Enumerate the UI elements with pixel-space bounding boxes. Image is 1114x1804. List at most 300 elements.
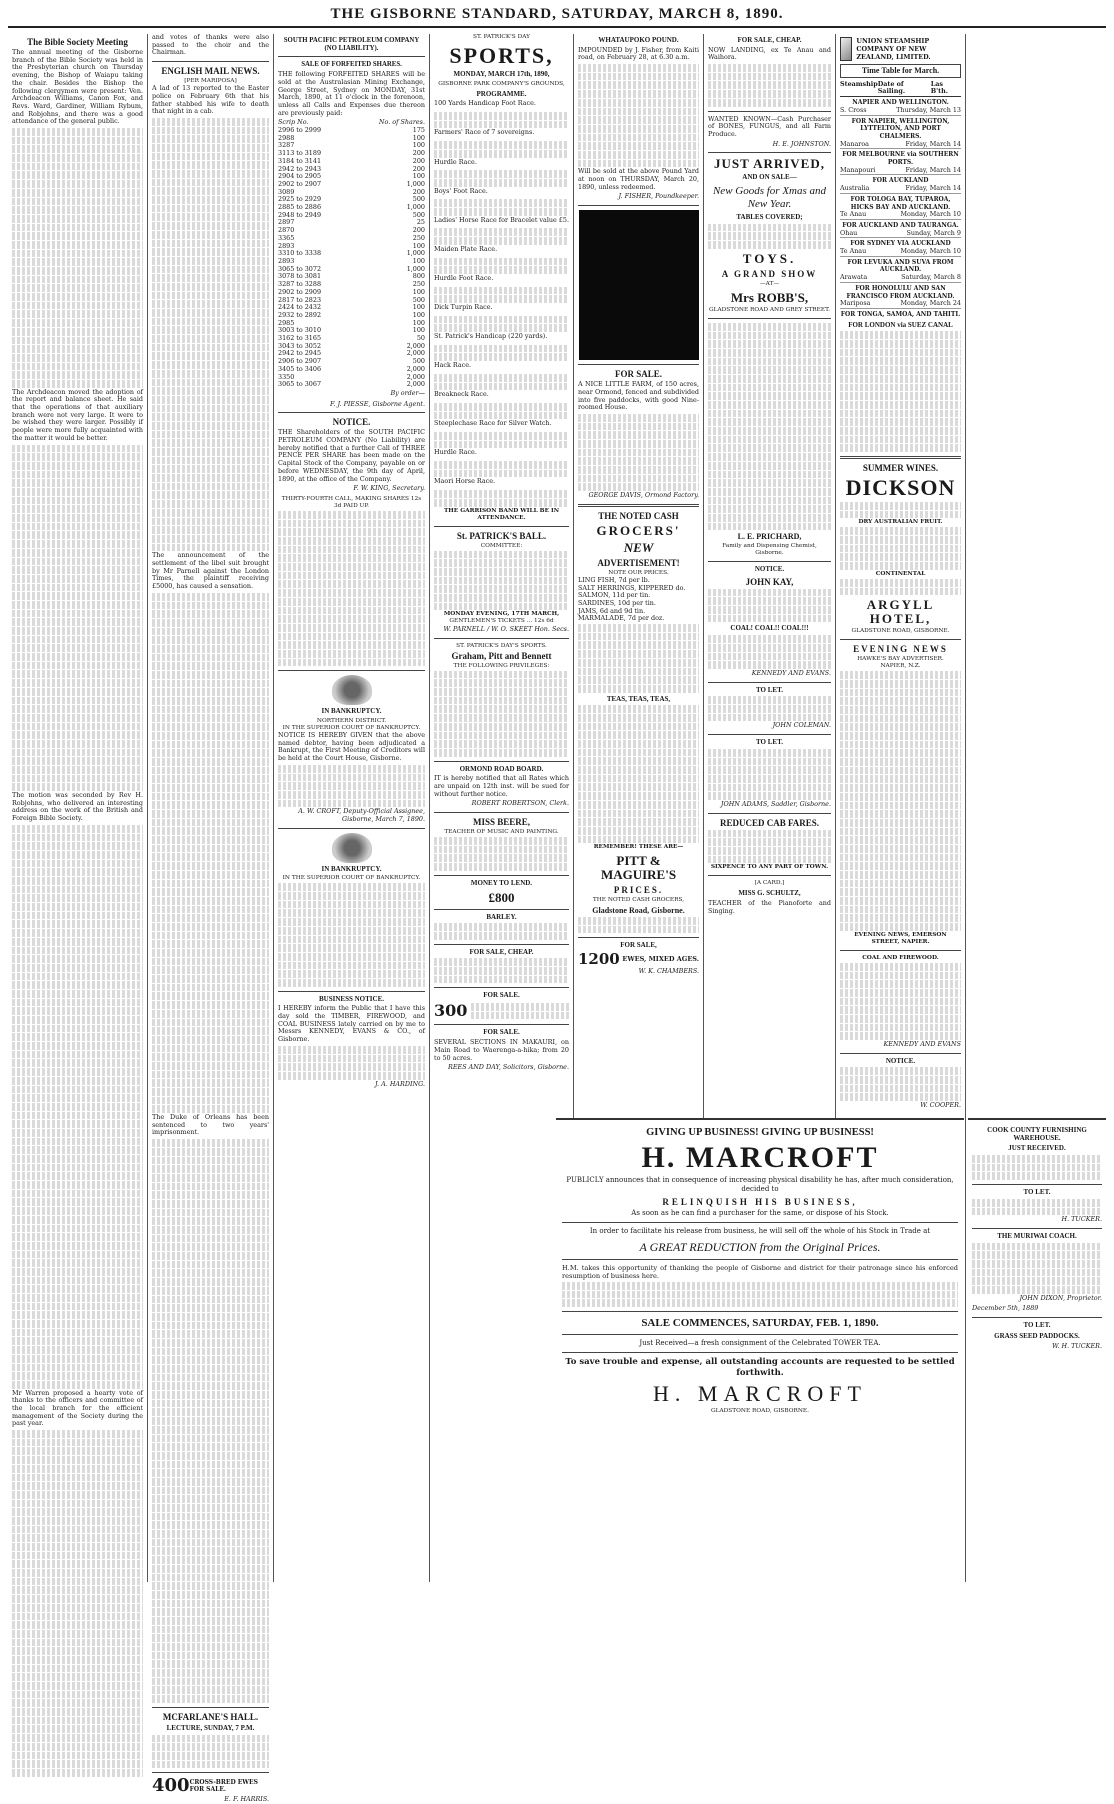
noted-cash: THE NOTED CASH xyxy=(598,510,679,521)
event-detail-line xyxy=(434,403,569,411)
tolet-8b: TO LET. xyxy=(1023,1321,1051,1330)
share-count: 100 xyxy=(412,310,425,319)
rees-sig: REES AND DAY, Solicitors, Gisborne. xyxy=(448,1063,569,1072)
share-scrip: 2902 to 2907 xyxy=(278,179,322,188)
miss-beere: MISS BEERE, xyxy=(472,817,531,828)
ball-when: MONDAY EVENING, 17TH MARCH, xyxy=(443,611,560,618)
share-count: 1,000 xyxy=(406,249,425,258)
at-line: —AT— xyxy=(759,280,780,287)
share-count: 2,000 xyxy=(406,372,425,381)
th-steamship: Steamship xyxy=(840,79,878,88)
muriwai-coach: THE MURIWAI COACH. xyxy=(997,1231,1077,1240)
kay-name: JOHN KAY, xyxy=(745,576,794,587)
share-count: 500 xyxy=(412,195,425,204)
route-title: FOR SYDNEY VIA AUCKLAND xyxy=(850,240,951,248)
share-scrip: 3287 xyxy=(278,141,295,150)
event-item: Maori Horse Race. xyxy=(434,477,496,486)
poundkeeper: J. FISHER, Poundkeeper. xyxy=(618,192,699,201)
ship-date: Saturday, March 8 xyxy=(901,273,961,282)
ship-date: Friday, March 14 xyxy=(905,139,961,148)
column-1 xyxy=(8,34,148,1582)
route-title: FOR HONOLULU AND SAN FRANCISCO FROM AUCKLAND. xyxy=(846,284,955,300)
bankruptcy-2-court: IN THE SUPERIOR COURT OF BANKRUPTCY. xyxy=(282,875,421,882)
share-row xyxy=(278,312,425,320)
share-scrip: 3184 to 3141 xyxy=(278,156,322,165)
column-8-content xyxy=(968,1118,1106,1582)
new-title: NEW xyxy=(623,539,654,555)
tolet-8: TO LET. xyxy=(1023,1188,1051,1197)
prichard-sub: Family and Dispensing Chemist, Gisborne. xyxy=(722,543,817,557)
ewes-qty: 1200 xyxy=(578,950,620,969)
event-detail-line xyxy=(434,179,569,187)
share-scrip: 2904 to 2905 xyxy=(278,172,322,181)
toys-title: TOYS. xyxy=(742,250,797,266)
tolet2-title: TO LET. xyxy=(756,738,783,747)
harding-sig: J. A. HARDING. xyxy=(375,1079,425,1088)
mail-p1: A lad of 13 reported to the Easter police on February 6th that his father stabbed his wife to death that night in a cab. xyxy=(152,84,269,116)
share-count: 25 xyxy=(416,218,425,227)
giving-p3: In order to facilitate his release from business, he will sell off the whole of his Stock in Trade at xyxy=(589,1227,931,1235)
marcroft-addr: GLADSTONE ROAD, GISBORNE. xyxy=(710,1408,809,1415)
tucker-sig: H. TUCKER. xyxy=(1061,1215,1102,1224)
route-title: FOR AUCKLAND xyxy=(872,177,929,185)
pitt-prices: PRICES. xyxy=(613,885,664,896)
event-detail-line xyxy=(434,237,569,245)
pound-p2: Will be sold at the above Pound Yard at noon on THURSDAY, March 20, 1890, unless redeemed. xyxy=(578,167,699,191)
ewes-ad xyxy=(578,952,699,967)
farm-forsale-title: FOR SALE. xyxy=(614,369,662,380)
giving-p4: H.M. takes this opportunity of thanking the people of Gisborne and district for their patronage since his enforced resumption of business here. xyxy=(562,1264,958,1280)
grass-seed: GRASS SEED PADDOCKS. xyxy=(994,1331,1080,1340)
ship-row xyxy=(840,185,961,194)
th-last: Las B'th. xyxy=(930,79,948,96)
great-reduction: A GREAT REDUCTION from the Original Prices. xyxy=(639,1240,881,1254)
share-scrip: 3065 to 3072 xyxy=(278,264,322,273)
share-count: 2,000 xyxy=(406,364,425,373)
pound-p1: IMPOUNDED by J. Fisher, from Kaiti road, on February 28, at 6.30 a.m. xyxy=(578,45,699,62)
price-item: MARMALADE, 7d per doz. xyxy=(578,614,665,623)
masthead-rule xyxy=(8,26,1106,28)
share-scrip: 3078 to 3081 xyxy=(278,272,322,281)
union-title: UNION STEAMSHIP COMPANY OF NEW ZEALAND, LIMITED. xyxy=(856,37,931,61)
bible-p3: The motion was seconded by Rev H. Robjohns, who delivered an interesting address on the work of the British and Foreign Bible Society. xyxy=(12,791,143,823)
event-detail-line xyxy=(434,499,569,507)
suez-title: FOR LONDON via SUEZ CANAL xyxy=(848,320,953,329)
ship-row xyxy=(840,141,961,150)
price-list xyxy=(578,577,699,623)
event-detail-line xyxy=(434,141,569,149)
forsale-2-title: FOR SALE. xyxy=(483,991,520,1000)
kennedy-evans-2: KENNEDY AND EVANS xyxy=(883,1040,961,1049)
event-detail-line xyxy=(434,228,569,236)
gladstone-addr: Gladstone Road, Gisborne. xyxy=(592,906,685,916)
share-scrip: 3310 to 3338 xyxy=(278,249,322,258)
share-scrip: 3003 to 3010 xyxy=(278,326,322,335)
grocers-title: GROCERS' xyxy=(596,522,681,538)
cheap-title: FOR SALE, CHEAP. xyxy=(737,36,802,44)
share-scrip: 2988 xyxy=(278,133,295,142)
coleman-sig: JOHN COLEMAN. xyxy=(772,721,831,730)
ship-name: Australia xyxy=(840,184,870,193)
event-detail-line xyxy=(434,287,569,295)
ship-name: Arawata xyxy=(840,273,868,282)
share-count: 100 xyxy=(412,287,425,296)
bankruptcy-1-court: IN THE SUPERIOR COURT OF BANKRUPTCY. xyxy=(282,725,421,732)
ship-row xyxy=(840,211,961,220)
tickets-line: GENTLEMEN'S TICKETS ... 12s 6d xyxy=(449,618,554,625)
royal-crest-icon-2 xyxy=(332,833,372,863)
votes-p: and votes of thanks were also passed to the choir and the Chairman. xyxy=(152,33,269,57)
share-count: 100 xyxy=(412,141,425,150)
marcroft-name-2: H. MARCROFT xyxy=(653,1381,867,1407)
timetable-header xyxy=(840,81,961,97)
ship-name: Ohau xyxy=(840,228,858,237)
just-arrived: JUST ARRIVED, xyxy=(713,156,825,172)
event-detail-line xyxy=(434,324,569,332)
relinquish-line: RELINQUISH HIS BUSINESS, xyxy=(662,1197,858,1207)
davis-sig: GEORGE DAVIS, Ormond Factory. xyxy=(588,491,699,500)
on-sale: AND ON SALE— xyxy=(742,173,797,182)
forsale-cheap-title: FOR SALE, CHEAP. xyxy=(469,947,534,956)
teas-title: TEAS, TEAS, TEAS, xyxy=(606,694,671,703)
forfeited-p: THE following FORFEITED SHARES will be sold at the Australasian Mining Exchange, George Street, Sydney on MONDAY, 31st March, 1890, at 11 o'clock in the forenoon, unless all Calls and Expenses due thereon are previously paid: xyxy=(278,70,425,117)
scrip-header: Scrip No. xyxy=(278,118,309,127)
share-scrip: 3287 to 3288 xyxy=(278,280,322,289)
ewes-text: EWES, MIXED AGES. xyxy=(622,954,699,963)
share-scrip: 2942 to 2943 xyxy=(278,164,322,173)
prichard-name: L. E. PRICHARD, xyxy=(737,532,802,542)
cheap-p: NOW LANDING, ex Te Anau and Waihora. xyxy=(708,45,831,62)
share-count: 500 xyxy=(412,357,425,366)
tables-covered: TABLES COVERED; xyxy=(736,213,803,222)
route-title: FOR AUCKLAND AND TAURANGA. xyxy=(842,221,959,229)
event-detail-line xyxy=(434,383,569,391)
ship-row xyxy=(840,107,961,116)
column-2 xyxy=(148,33,274,1804)
forsale-3-title: FOR SALE. xyxy=(483,1028,520,1037)
share-scrip: 3162 to 3165 xyxy=(278,334,322,343)
farm-forsale-p: A NICE LITTLE FARM, of 150 acres, near Ormond, fenced and subdivided into five paddocks, with good Nine-roomed House. xyxy=(578,380,699,412)
by-order: By order— xyxy=(390,388,425,397)
share-scrip: 3350 xyxy=(278,372,295,381)
programme-title: PROGRAMME. xyxy=(476,89,527,98)
bankruptcy-1-p: NOTICE IS HEREBY GIVEN that the above named debtor, having been adjudicated a Bankrupt, the First Meeting of Creditors will be held at the Court House, Gisborne. xyxy=(278,731,425,763)
share-scrip: 2902 to 2909 xyxy=(278,287,322,296)
marcroft-name: H. MARCROFT xyxy=(641,1141,879,1174)
sheep-300-qty: 300 xyxy=(434,1001,468,1021)
wanted-p: WANTED KNOWN—Cash Purchaser of BONES, FUNGUS, and all Farm Produce. xyxy=(708,114,831,138)
ship-date: Thursday, March 13 xyxy=(896,105,961,114)
event-detail-line xyxy=(434,150,569,158)
share-scrip: 2985 xyxy=(278,318,295,327)
lecture-title: LECTURE, SUNDAY, 7 P.M. xyxy=(166,1723,255,1732)
bible-p1: The annual meeting of the Gisborne branch of the Bible Society was held in the Presbyterian church on Thursday evening, the Bishop of Waiapu taking the chair. Besides the Bishop the following clergymen were present: Ven. Archdeacon Williams, Canon Fox, and Revs. Ward, Gardiner, William Rybum, and Robjohns, and there was a good attendance of the general public. xyxy=(12,48,143,126)
share-row xyxy=(278,219,425,227)
event-item: Hurdle Race. xyxy=(434,448,477,457)
hon-secs: W. PARNELL / W. O. SKEET Hon. Secs. xyxy=(443,625,569,634)
business-notice-title: BUSINESS NOTICE. xyxy=(319,994,384,1003)
johnston-sig: H. E. JOHNSTON. xyxy=(772,139,831,148)
sports-pre: ST. PATRICK'S DAY xyxy=(472,34,531,40)
ormond-title: ORMOND ROAD BOARD. xyxy=(459,764,544,773)
share-scrip: 3065 to 3067 xyxy=(278,380,322,389)
bible-p2: The Archdeacon moved the adoption of the report and balance sheet. He said that the operations of that auxiliary branch were not very large. It were to be wished they were larger. Possibly if people were more fully acquainted with the matter it would be better. xyxy=(12,387,143,442)
ship-date: Monday, March 10 xyxy=(900,210,961,219)
english-mail-title: ENGLISH MAIL NEWS. xyxy=(161,66,260,77)
column-3 xyxy=(274,34,430,1582)
dry-fruit: DRY AUSTRALIAN FRUIT. xyxy=(858,519,943,526)
event-item: Hurdle Race. xyxy=(434,157,477,166)
share-count: 250 xyxy=(412,233,425,242)
bankruptcy-1-district: NORTHERN DISTRICT. xyxy=(316,718,387,725)
giving-p1: PUBLICLY announces that in consequence of increasing physical disability he has, after much consideration, decided to xyxy=(566,1176,954,1193)
sports-when: MONDAY, MARCH 17th, 1890, xyxy=(453,70,550,78)
event-detail-line xyxy=(434,461,569,469)
share-row xyxy=(278,212,425,220)
king-sig: F. W. KING, Secretary. xyxy=(353,484,425,493)
tolet-title: TO LET. xyxy=(756,685,783,694)
piesse-sig: F. J. PIESSE, Gisborne Agent. xyxy=(329,399,425,408)
bankruptcy-2: IN BANKRUPTCY. xyxy=(321,864,382,873)
share-scrip: 2932 to 2892 xyxy=(278,310,322,319)
share-row xyxy=(278,366,425,374)
share-count: 500 xyxy=(412,295,425,304)
share-count: 100 xyxy=(412,256,425,265)
ship-table xyxy=(840,99,961,319)
schultz-name: MISS G. SCHULTZ, xyxy=(738,889,801,898)
ship-name: Mariposa xyxy=(840,299,871,308)
noted-cash-2: THE NOTED CASH GROCERS, xyxy=(592,897,685,904)
share-count: 100 xyxy=(412,241,425,250)
ship-name: Manaroa xyxy=(840,139,869,148)
event-detail-line xyxy=(434,199,569,207)
share-scrip: 3089 xyxy=(278,187,295,196)
gpb-title: Graham, Pitt and Bennett xyxy=(451,651,552,662)
ship-date: Friday, March 14 xyxy=(905,184,961,193)
mail-p2: The announcement of the settlement of the libel suit brought by Mr Parnell against the London Times, the plaintiff receiving £5000, has caused a sensation. xyxy=(152,551,269,591)
share-count: 175 xyxy=(412,126,425,135)
bible-p4: Mr Warren proposed a hearty vote of thanks to the officers and committee of the local branch for the efficient management of the Society during the past year. xyxy=(12,1388,143,1428)
mcfarlane-hall: MCFARLANE'S HALL. xyxy=(162,1711,259,1722)
share-count: 200 xyxy=(412,156,425,165)
event-item: 100 Yards Handicap Foot Race. xyxy=(434,99,536,108)
route-title: FOR TONGA, SAMOA, AND TAHITI. xyxy=(840,310,961,318)
sports-where: GISBORNE PARK COMPANY'S GROUNDS, xyxy=(438,80,565,87)
route-title: FOR LEVUKA AND SUVA FROM AUCKLAND. xyxy=(847,258,954,274)
price-item: LING FISH, 7d per lb. xyxy=(578,575,650,584)
argyll-title: ARGYLL HOTEL, xyxy=(866,597,935,627)
bible-society-title: The Bible Society Meeting xyxy=(27,37,128,47)
summer-wines: SUMMER WINES. xyxy=(862,463,939,474)
share-scrip: 2996 to 2999 xyxy=(278,126,322,135)
event-detail-line xyxy=(434,170,569,178)
sports-title: SPORTS, xyxy=(449,43,554,68)
share-row xyxy=(278,135,425,143)
share-scrip: 2870 xyxy=(278,226,295,235)
column-4 xyxy=(430,34,574,1582)
mail-p3: The Duke of Orleans has been sentenced to two years' imprisonment. xyxy=(152,1113,269,1137)
ship-name: Te Anau xyxy=(840,247,867,256)
ormond-p: IT is hereby notified that all Rates which are unpaid on 12th inst. will be sued for without further notice. xyxy=(434,774,569,798)
route-title: NAPIER AND WELLINGTON. xyxy=(852,99,949,107)
sixpence-line: SIXPENCE TO ANY PART OF TOWN. xyxy=(710,864,829,871)
share-scrip: 3365 xyxy=(278,233,295,242)
ball-title: St. PATRICK'S BALL. xyxy=(456,530,547,541)
several-p: SEVERAL SECTIONS IN MAKAURI, on Main Road to Waerenga-a-hika; from 20 to 50 acres. xyxy=(434,1038,569,1062)
event-item: Farmers' Race of 7 sovereigns. xyxy=(434,128,535,137)
share-scrip: 2948 to 2949 xyxy=(278,210,322,219)
evening-news: EVENING NEWS xyxy=(853,644,948,655)
share-scrip: 3113 to 3189 xyxy=(278,149,322,158)
giving-p2: As soon as he can find a purchaser for the same, or dispose of his Stock. xyxy=(631,1209,889,1217)
share-scrip: 2817 to 2823 xyxy=(278,295,322,304)
route-title: FOR TOLOGA BAY, TUPAROA, HICKS BAY AND AUCKLAND. xyxy=(850,195,951,211)
ship-date: Friday, March 14 xyxy=(905,165,961,174)
petroleum-notice-title: NOTICE. xyxy=(332,417,371,428)
coal-firewood: COAL AND FIREWOOD. xyxy=(862,954,939,961)
share-row xyxy=(278,250,425,258)
ewes-forsale: FOR SALE, xyxy=(620,941,657,950)
event-item: Steeplechase Race for Silver Watch. xyxy=(434,419,552,428)
ship-row xyxy=(840,230,961,239)
share-count: 100 xyxy=(412,133,425,142)
giving-up-business-ad xyxy=(556,1118,964,1582)
tower-tea: Just Received—a fresh consignment of the Celebrated TOWER TEA. xyxy=(639,1339,881,1348)
english-mail-sub: [PER MARIPOSA] xyxy=(184,78,237,85)
event-detail-line xyxy=(434,266,569,274)
ship-row xyxy=(840,300,961,309)
event-detail-line xyxy=(434,432,569,440)
dixon-date: December 5th, 1889 xyxy=(972,1304,1039,1313)
masthead: THE GISBORNE STANDARD, SATURDAY, MARCH 8, 1890. xyxy=(330,6,784,22)
share-row xyxy=(278,235,425,243)
union-header xyxy=(840,37,961,61)
share-count: 100 xyxy=(412,318,425,327)
argyll-sub: GLADSTONE ROAD, GISBORNE. xyxy=(851,628,950,635)
tucker2-sig: W. H. TUCKER. xyxy=(1052,1341,1102,1350)
share-count: 200 xyxy=(412,164,425,173)
schultz-p: TEACHER of the Pianoforte and Singing. xyxy=(708,899,831,915)
share-scrip: 2925 to 2929 xyxy=(278,195,322,204)
save-trouble: To save trouble and expense, all outstanding accounts are requested to be settled forthwith. xyxy=(565,1357,955,1379)
kennedy-sig: KENNEDY AND EVANS. xyxy=(751,668,831,677)
share-count: 2,000 xyxy=(406,380,425,389)
grand-show: A GRAND SHOW xyxy=(721,268,818,279)
money-amount: £800 xyxy=(488,889,515,905)
crossbred-text: CROSS-BRED EWES FOR SALE. xyxy=(189,1778,258,1794)
ship-row xyxy=(840,167,961,176)
ship-date: Sunday, March 9 xyxy=(906,228,961,237)
event-item: Dick Turpin Race. xyxy=(434,302,493,311)
miss-beere-sub: TEACHER OF MUSIC AND PAINTING. xyxy=(444,829,559,836)
card-line: [A CARD.] xyxy=(754,880,785,887)
shares-count-header: No. of Shares. xyxy=(378,118,425,127)
share-scrip: 2893 xyxy=(278,256,295,265)
forfeited-title: SALE OF FORFEITED SHARES. xyxy=(301,61,402,69)
crossbred-qty: 400 xyxy=(152,1775,190,1797)
remember-line: REMEMBER! THESE ARE— xyxy=(593,844,684,851)
share-row xyxy=(278,381,425,389)
event-detail-line xyxy=(434,121,569,129)
share-scrip: 2893 xyxy=(278,241,295,250)
robbs-addr: GLADSTONE ROAD AND GREY STREET. xyxy=(708,306,830,313)
croft-sig: A. W. CROFT, Deputy-Official Assignee, Gisborne, March 7, 1890. xyxy=(298,807,425,823)
events-list xyxy=(434,100,569,506)
robbs-title: Mrs ROBB'S, xyxy=(730,289,809,305)
event-item: Maiden Plate Race. xyxy=(434,244,498,253)
share-count: 200 xyxy=(412,226,425,235)
event-detail-line xyxy=(434,112,569,120)
adams-sig: JOHN ADAMS, Saddler, Gisborne. xyxy=(720,799,831,808)
share-count: 250 xyxy=(412,280,425,289)
ship-row xyxy=(840,274,961,283)
sheep-300-ad xyxy=(434,1002,569,1020)
note-prices: NOTE OUR PRICES. xyxy=(608,569,669,576)
price-item: JAMS, 6d and 9d tin. xyxy=(578,606,646,615)
ship-date: Monday, March 10 xyxy=(900,247,961,256)
chambers-sig: W. K. CHAMBERS. xyxy=(638,967,699,976)
ship-name: Manapouri xyxy=(840,165,876,174)
crossbred-ad xyxy=(152,1777,269,1795)
business-notice-p: I HEREBY inform the Public that I have this day sold the TIMBER, FIREWOOD, and COAL BUSINESS lately carried on by me to Messrs KENNEDY, EVANS & CO., of Gisborne. xyxy=(278,1004,425,1044)
petroleum-notice-p: THE Shareholders of the SOUTH PACIFIC PETROLEUM COMPANY (No Liability) are hereby notified that a further Call of THREE PENCE PER SHARE has been made on the Capital Stock of the Company, payable on or before WEDNESDAY, the 9th day of April, 1890, at the office of the Company. xyxy=(278,428,425,483)
ship-row xyxy=(840,248,961,257)
price-item: SALMON, 11d per tin. xyxy=(578,591,651,600)
event-item: Hack Race. xyxy=(434,361,472,370)
ormond-sig: ROBERT ROBERTSON, Clerk. xyxy=(471,799,569,808)
event-detail-line xyxy=(434,412,569,420)
event-detail-line xyxy=(434,258,569,266)
event-detail-line xyxy=(434,353,569,361)
share-count: 100 xyxy=(412,326,425,335)
cook-county: COOK COUNTY FURNISHING WAREHOUSE. xyxy=(987,1126,1087,1142)
share-count: 2,000 xyxy=(406,349,425,358)
event-detail-line xyxy=(434,208,569,216)
route-title: FOR MELBOURNE via SOUTHERN PORTS. xyxy=(842,151,959,167)
event-item: Hurdle Foot Race. xyxy=(434,273,494,282)
share-scrip: 3043 to 3052 xyxy=(278,341,322,350)
event-detail-line xyxy=(434,470,569,478)
dickson-title: DICKSON xyxy=(845,475,956,501)
share-scrip: 2885 to 2886 xyxy=(278,203,322,212)
share-row xyxy=(278,127,425,135)
evening-news-addr: EVENING NEWS, EMERSON STREET, NAPIER. xyxy=(854,931,947,945)
share-row xyxy=(278,227,425,235)
call-line: THIRTY-FOURTH CALL, MAKING SHARES 12s 3d PAID UP. xyxy=(281,495,422,509)
barley-title: BARLEY. xyxy=(486,912,517,921)
harris-sig: E. F. HARRIS. xyxy=(224,1795,269,1804)
share-count: 1,000 xyxy=(406,203,425,212)
share-count: 800 xyxy=(412,272,425,281)
continental: CONTINENTAL xyxy=(875,570,926,577)
advertisement-title: ADVERTISEMENT! xyxy=(597,557,680,568)
price-item: SARDINES, 10d per tin. xyxy=(578,598,656,607)
petroleum-title: SOUTH PACIFIC PETROLEUM COMPANY (NO LIABILITY). xyxy=(283,37,420,52)
kay-notice: NOTICE. xyxy=(754,565,785,574)
pitt-maguire-title: PITT & MAGUIRE'S xyxy=(600,853,677,883)
union-logo-icon xyxy=(840,37,852,61)
share-scrip: 2942 to 2945 xyxy=(278,349,322,358)
share-row xyxy=(278,181,425,189)
share-scrip: 2906 to 2907 xyxy=(278,357,322,366)
ship-name: S. Cross xyxy=(840,105,867,114)
event-item: Ladies' Horse Race for Bracelet value £5. xyxy=(434,215,569,224)
share-count: 200 xyxy=(412,187,425,196)
giving-title: GIVING UP BUSINESS! GIVING UP BUSINESS! xyxy=(646,1127,874,1138)
share-count: 200 xyxy=(412,149,425,158)
pound-title: WHATAUPOKO POUND. xyxy=(598,36,679,44)
share-count: 50 xyxy=(416,334,425,343)
